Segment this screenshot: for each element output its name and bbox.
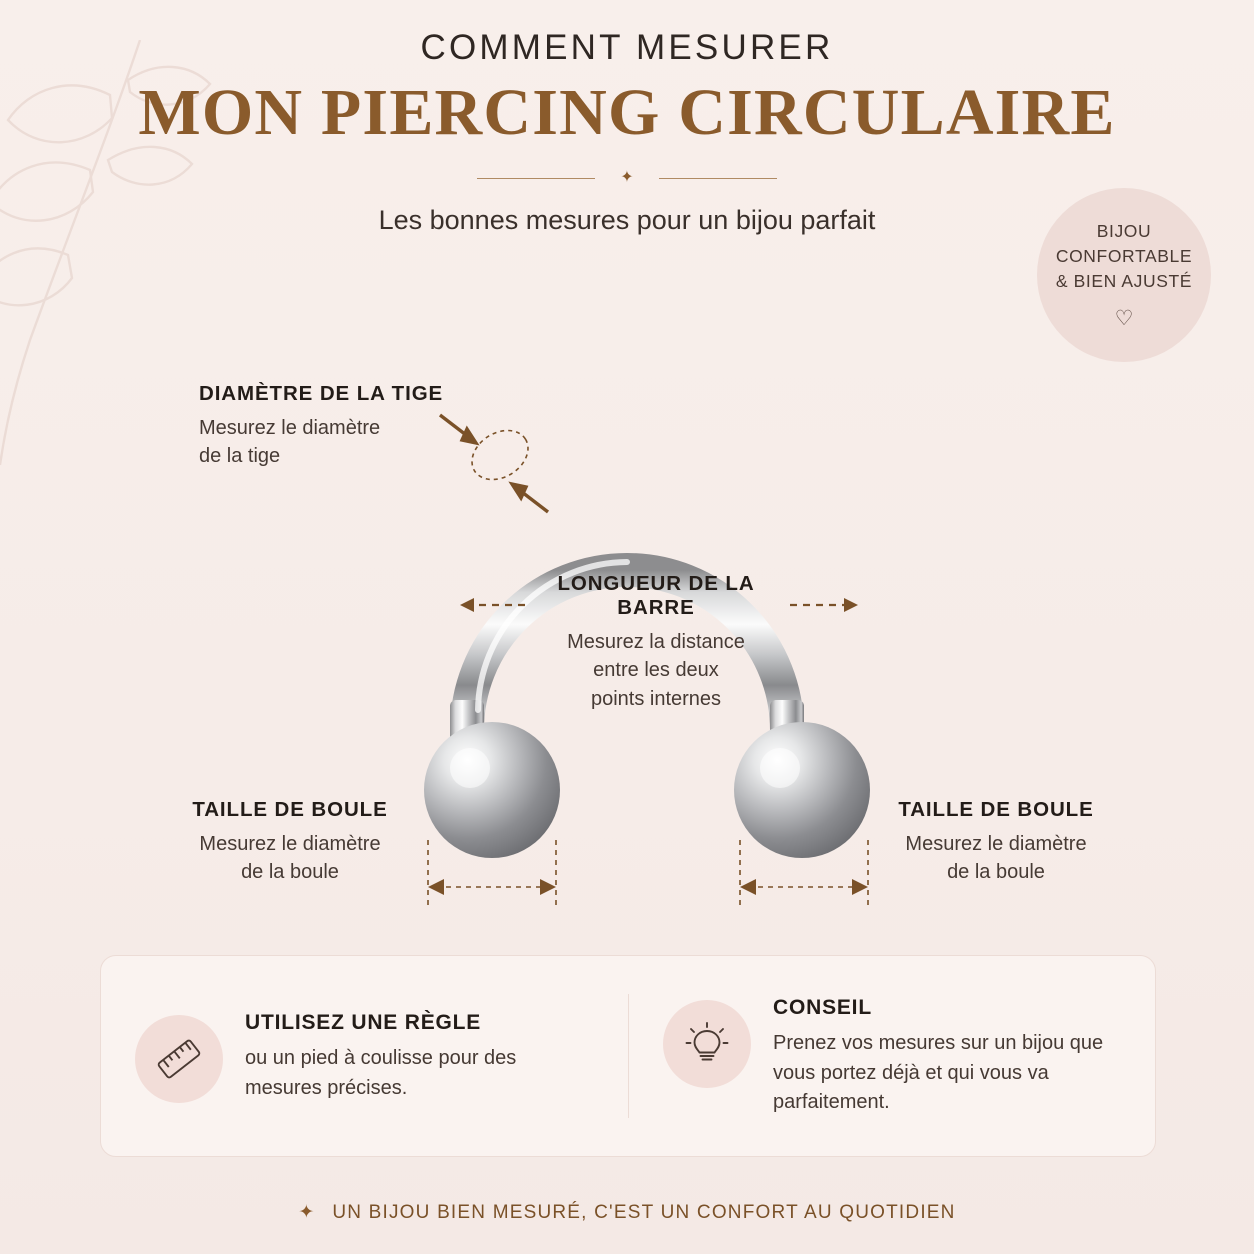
label-shaft-diameter (199, 382, 459, 471)
label-ball-size-left-line-1: Mesurez le diamètre (199, 833, 381, 855)
label-shaft-diameter-line-2: de la tige (199, 445, 281, 468)
divider-line-left (477, 178, 595, 179)
label-shaft-diameter-body (199, 414, 459, 471)
tip-card-advice-body: Prenez vos mesures sur un bijou que vous portez déjà et qui vous va parfaitement. (773, 1032, 1104, 1114)
footer (0, 1201, 1254, 1224)
label-ball-size-right (874, 798, 1118, 887)
divider-line-right (659, 178, 777, 179)
piercing-diagram (0, 360, 1254, 930)
label-bar-length-line-3: points internes (590, 687, 722, 710)
label-ball-size-right-body (874, 830, 1118, 887)
label-bar-length-body (527, 628, 785, 713)
tip-card-ruler-title: UTILISEZ UNE RÈGLE (245, 1010, 482, 1034)
badge-line-3: & BIEN AJUSTÉ (1055, 270, 1193, 291)
lightbulb-icon (663, 1000, 751, 1088)
diamond-icon: ✦ (620, 169, 634, 187)
page-title: MON PIERCING CIRCULAIRE (138, 76, 1116, 149)
badge-line-2: CONFORTABLE (1055, 246, 1193, 267)
label-ball-size-right-line-1: Mesurez le diamètre (905, 833, 1087, 855)
label-bar-length-line-2: entre les deux (593, 659, 719, 682)
diamond-icon: ✦ (298, 1202, 315, 1223)
label-shaft-diameter-title: DIAMÈTRE DE LA TIGE (199, 382, 444, 405)
tips-panel (100, 955, 1156, 1157)
label-bar-length-line-1: Mesurez la distance (567, 631, 745, 653)
header (0, 28, 1254, 236)
label-ball-size-left-body (168, 830, 412, 887)
label-ball-size-left-title: TAILLE DE BOULE (192, 798, 388, 821)
label-bar-length-title: LONGUEUR DE LA BARRE (557, 572, 755, 619)
badge-line-1: BIJOU (1096, 221, 1152, 242)
label-shaft-diameter-line-1: Mesurez le diamètre (199, 417, 381, 439)
tip-card-advice (628, 994, 1155, 1118)
footer-text: UN BIJOU BIEN MESURÉ, C'EST UN CONFORT AU QUOTIDIEN (332, 1201, 956, 1223)
page-kicker: COMMENT MESURER (420, 28, 834, 67)
label-ball-size-left (168, 798, 412, 887)
label-ball-size-left-line-2: de la boule (241, 861, 339, 884)
label-ball-size-right-line-2: de la boule (947, 861, 1045, 884)
comfort-badge (1037, 188, 1211, 362)
label-ball-size-right-title: TAILLE DE BOULE (898, 798, 1094, 821)
tip-card-ruler-body: ou un pied à coulisse pour des mesures précises. (245, 1046, 517, 1099)
tip-card-advice-title: CONSEIL (773, 996, 872, 1020)
divider (477, 169, 777, 187)
page-subtitle: Les bonnes mesures pour un bijou parfait (378, 205, 876, 236)
ruler-icon (135, 1015, 223, 1103)
heart-icon: ♡ (1114, 306, 1134, 330)
label-bar-length (527, 572, 785, 713)
tip-card-ruler (101, 1009, 628, 1103)
